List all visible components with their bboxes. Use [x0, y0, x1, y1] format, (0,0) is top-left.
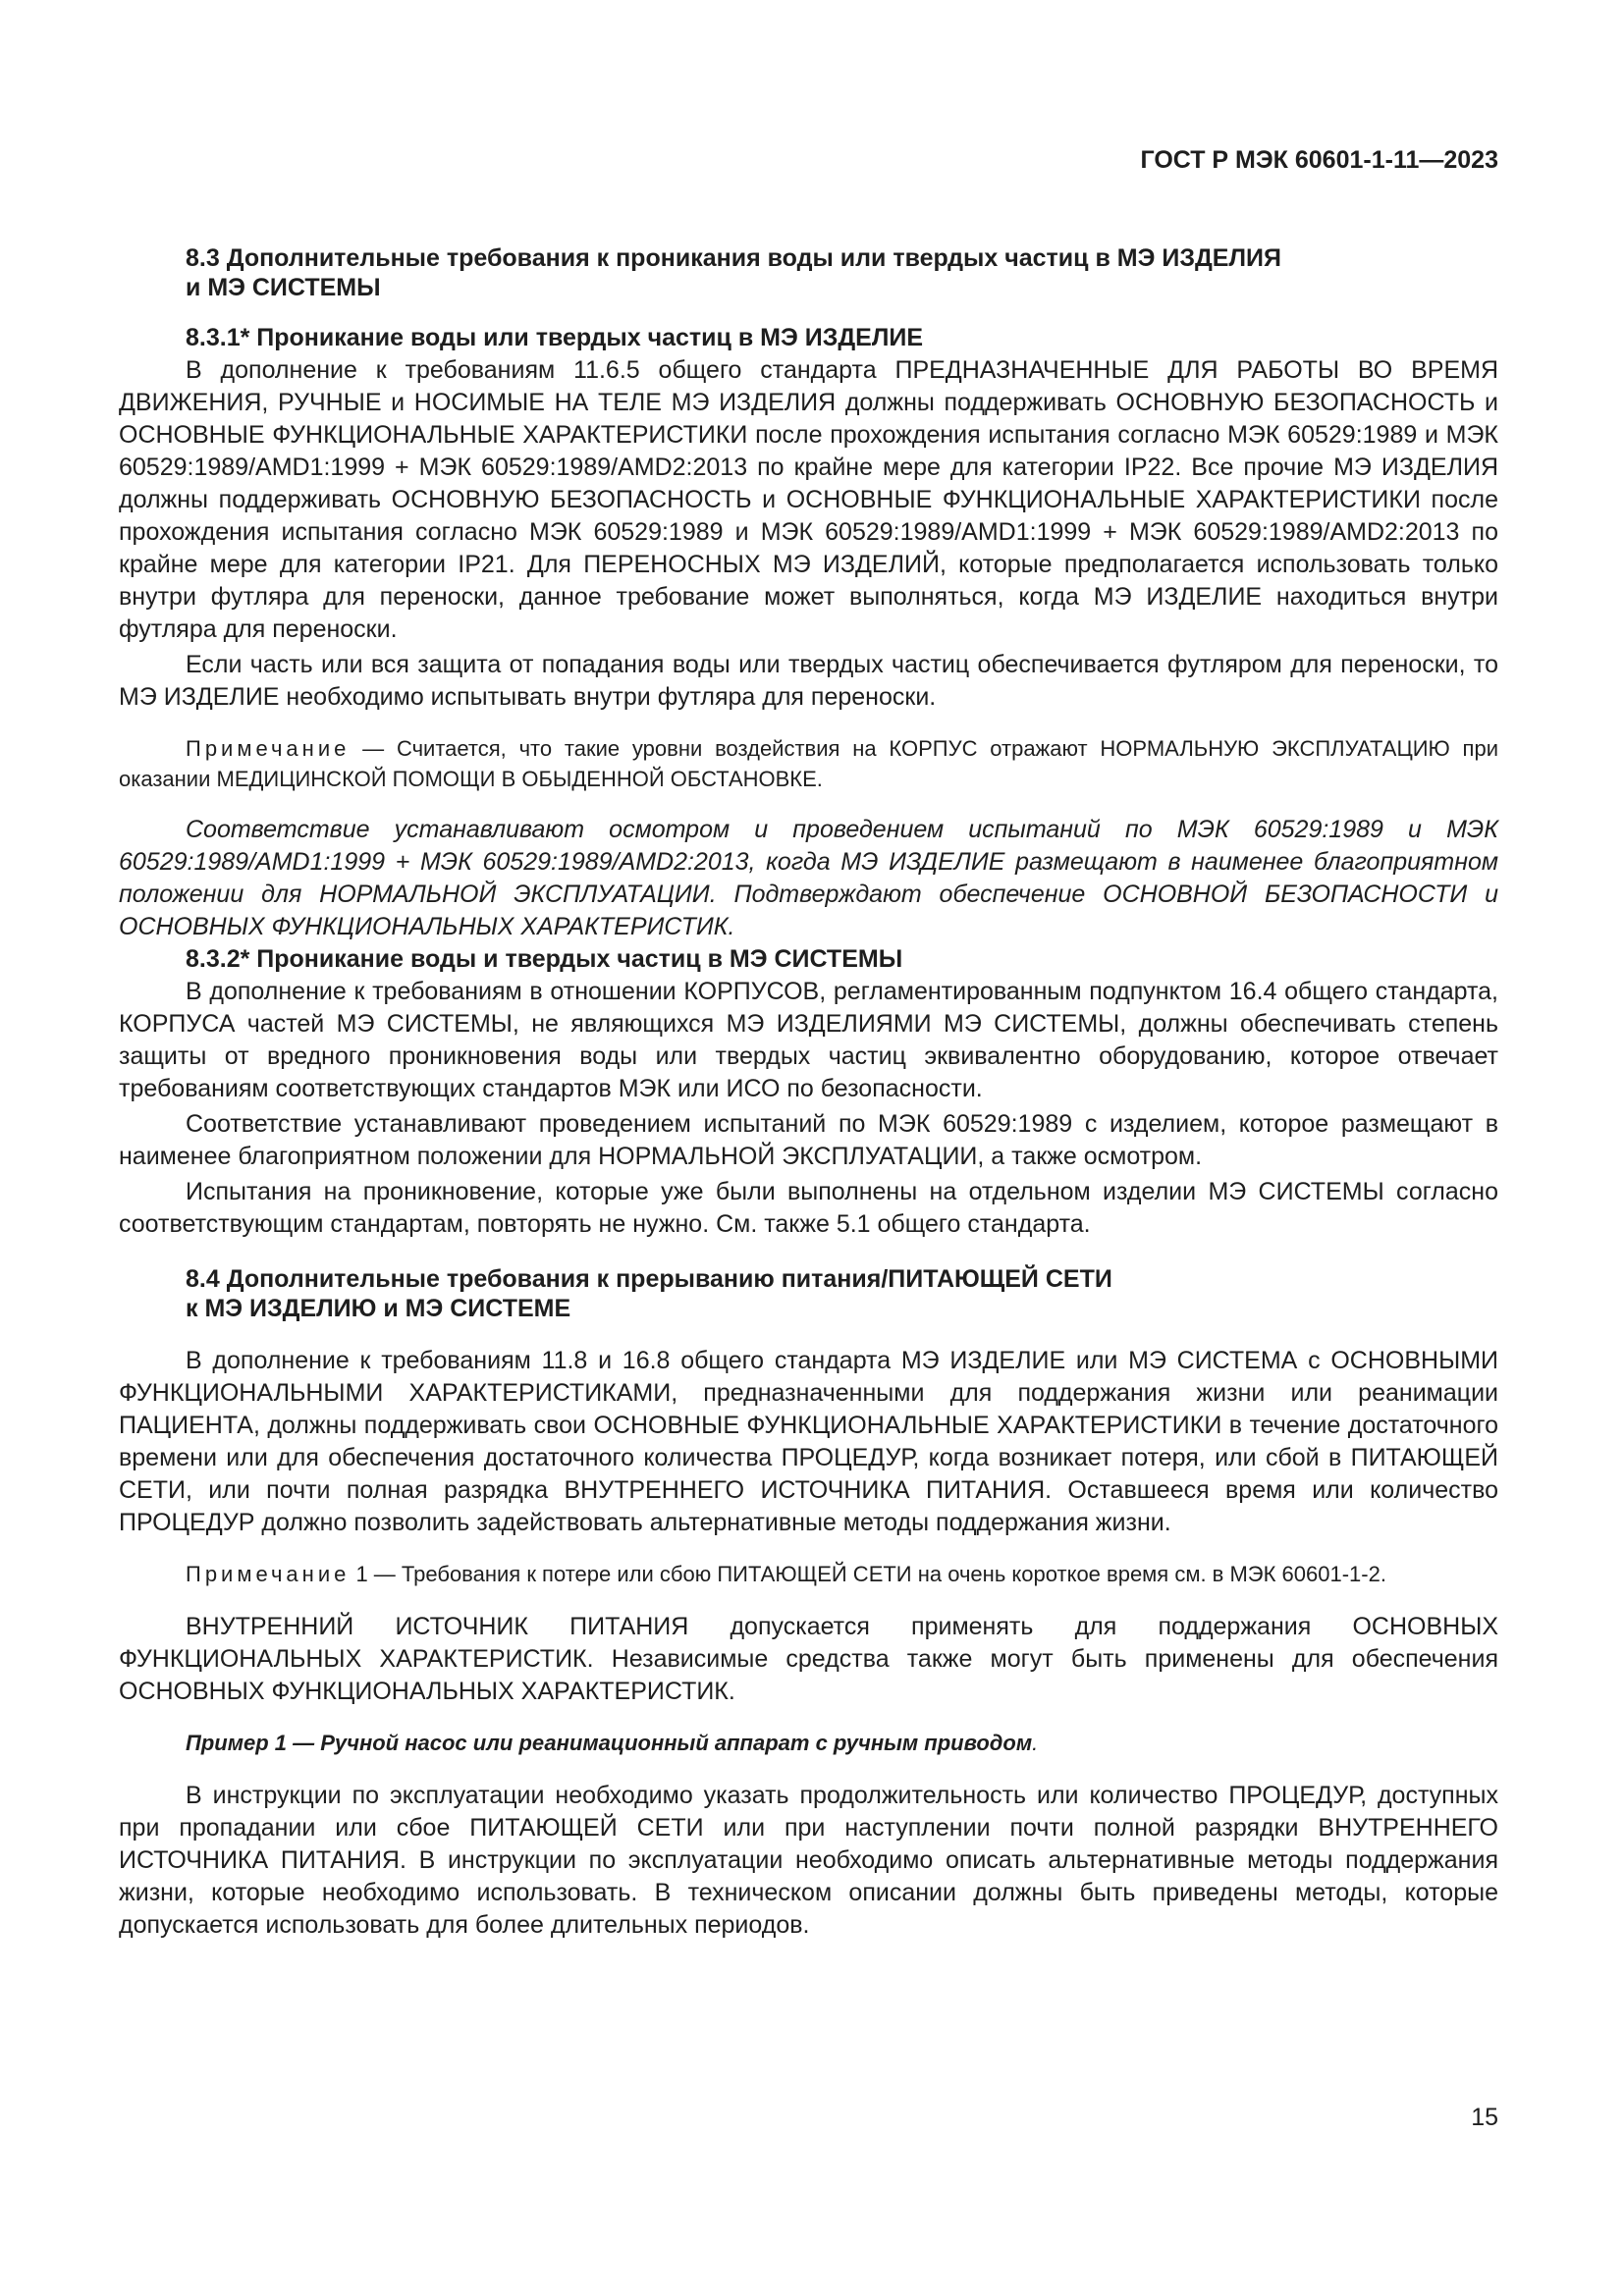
example-tail: . [1032, 1731, 1039, 1755]
section-8-3-2-paragraph-3: Испытания на проникновение, которые уже были выполнены на отдельном изделии МЭ СИСТЕМЫ согласно соответствующим стандартам, повторять не нужно. См. также 5.1 общего стандарта. [119, 1178, 1498, 1238]
section-8-3-1-paragraph-2: Если часть или вся защита от попадания воды или твердых частиц обеспечивается футляром для переноски, то МЭ ИЗДЕЛИЕ необходимо испытывать внутри футляра для переноски. [119, 651, 1498, 711]
note-text: 1 — Требования к потере или сбою ПИТАЮЩЕЙ СЕТИ на очень короткое время см. в МЭК 60601-1-2. [350, 1562, 1386, 1586]
section-8-3-1-note [119, 733, 1498, 794]
example-text: Пример 1 — Ручной насос или реанимационный аппарат с ручным приводом [186, 1731, 1033, 1755]
section-8-4-paragraph-3: В инструкции по эксплуатации необходимо указать продолжительность или количество ПРОЦЕДУР, доступных при пропадании или сбое ПИТАЮЩЕЙ СЕТИ или при наступлении почти полной разрядки ВНУТРЕННЕГО ИСТОЧНИКА ПИТАНИЯ. В инструкции по эксплуатации необходимо описать альтернативные методы поддержания жизни, которые необходимо использовать. В техническом описании должны быть приведены методы, которые допускается использовать для более длительных периодов. [119, 1782, 1498, 1939]
section-8-4-note-1 [119, 1559, 1498, 1589]
section-8-3-1-compliance: Соответствие устанавливают осмотром и проведением испытаний по МЭК 60529:1989 и МЭК 60529:1989/AMD1:1999 + МЭК 60529:1989/AMD2:2013, когда МЭ ИЗДЕЛИЕ размещают в наименее благоприятном положении для НОРМАЛЬНОЙ ЭКСПЛУАТАЦИИ. Подтверждают обеспечение ОСНОВНОЙ БЕЗОПАСНОСТИ и ОСНОВНЫХ ФУНКЦИОНАЛЬНЫХ ХАРАКТЕРИСТИК. [119, 816, 1498, 940]
section-8-3-2-paragraph-1: В дополнение к требованиям в отношении КОРПУСОВ, регламентированным подпунктом 16.4 общего стандарта, КОРПУСА частей МЭ СИСТЕМЫ, не являющихся МЭ ИЗДЕЛИЯМИ МЭ СИСТЕМЫ, должны обеспечивать степень защиты от вредного проникновения воды или твердых частиц эквивалентно оборудованию, которое отвечает требованиям соответствующих стандартов МЭК или ИСО по безопасности. [119, 978, 1498, 1102]
document-code-header: ГОСТ Р МЭК 60601-1-11—2023 [1140, 146, 1498, 174]
note-text: — Считается, что такие уровни воздействия на КОРПУС отражают НОРМАЛЬНУЮ ЭКСПЛУАТАЦИЮ при оказании МЕДИЦИНСКОЙ ПОМОЩИ В ОБЫДЕННОЙ ОБСТАНОВКЕ. [119, 736, 1498, 791]
note-label: Примечание [186, 736, 351, 761]
note-label: Примечание [186, 1562, 351, 1586]
section-8-3-1-paragraph-1: В дополнение к требованиям 11.6.5 общего стандарта ПРЕДНАЗНАЧЕННЫЕ ДЛЯ РАБОТЫ ВО ВРЕМЯ ДВИЖЕНИЯ, РУЧНЫЕ и НОСИМЫЕ НА ТЕЛЕ МЭ ИЗДЕЛИЯ должны поддерживать ОСНОВНУЮ БЕЗОПАСНОСТЬ и ОСНОВНЫЕ ФУНКЦИОНАЛЬНЫЕ ХАРАКТЕРИСТИКИ после прохождения испытания согласно МЭК 60529:1989 и МЭК 60529:1989/AMD1:1999 + МЭК 60529:1989/AMD2:2013 по крайне мере для категории IP22. Все прочие МЭ ИЗДЕЛИЯ должны поддерживать ОСНОВНУЮ БЕЗОПАСНОСТЬ и ОСНОВНЫЕ ФУНКЦИОНАЛЬНЫЕ ХАРАКТЕРИСТИКИ после прохождения испытания согласно МЭК 60529:1989 и МЭК 60529:1989/AMD1:1999 + МЭК 60529:1989/AMD2:2013 по крайне мере для категории IP21. Для ПЕРЕНОСНЫХ МЭ ИЗДЕЛИЙ, которые предполагается использовать только внутри футляра для переноски, данное требование может выполняться, когда МЭ ИЗДЕЛИЕ находиться внутри футляра для переноски. [119, 356, 1498, 643]
section-8-4-title-line-1: 8.4 Дополнительные требования к прерыванию питания/ПИТАЮЩЕЙ СЕТИ [186, 1265, 1112, 1293]
section-8-3-title-line-2: и МЭ СИСТЕМЫ [186, 274, 381, 301]
section-8-3-title [119, 243, 1498, 302]
section-8-4-title-line-2: к МЭ ИЗДЕЛИЮ и МЭ СИСТЕМЕ [186, 1295, 571, 1322]
section-8-3-1-title: 8.3.1* Проникание воды или твердых частиц в МЭ ИЗДЕЛИЕ [186, 324, 924, 351]
section-8-4-paragraph-2: ВНУТРЕННИЙ ИСТОЧНИК ПИТАНИЯ допускается применять для поддержания ОСНОВНЫХ ФУНКЦИОНАЛЬНЫХ ХАРАКТЕРИСТИК. Независимые средства также могут быть применены для обеспечения ОСНОВНЫХ ФУНКЦИОНАЛЬНЫХ ХАРАКТЕРИСТИК. [119, 1613, 1498, 1705]
section-8-3-2-title: 8.3.2* Проникание воды и твердых частиц в МЭ СИСТЕМЫ [186, 945, 903, 973]
section-8-4-paragraph-1: В дополнение к требованиям 11.8 и 16.8 общего стандарта МЭ ИЗДЕЛИЕ или МЭ СИСТЕМА с ОСНОВНЫМИ ФУНКЦИОНАЛЬНЫМИ ХАРАКТЕРИСТИКАМИ, предназначенными для поддержания жизни или реанимации ПАЦИЕНТА, должны поддерживать свои ОСНОВНЫЕ ФУНКЦИОНАЛЬНЫЕ ХАРАКТЕРИСТИКИ в течение достаточного времени или для обеспечения достаточного количества ПРОЦЕДУР, когда возникает потеря, или сбой в ПИТАЮЩЕЙ СЕТИ, или почти полная разрядка ВНУТРЕННЕГО ИСТОЧНИКА ПИТАНИЯ. Оставшееся время или количество ПРОЦЕДУР должно позволить задействовать альтернативные методы поддержания жизни. [119, 1347, 1498, 1536]
section-8-3-title-line-1: 8.3 Дополнительные требования к проникания воды или твердых частиц в МЭ ИЗДЕЛИЯ [186, 244, 1281, 272]
section-8-3-2-paragraph-2: Соответствие устанавливают проведением испытаний по МЭК 60529:1989 с изделием, которое размещают в наименее благоприятном положении для НОРМАЛЬНОЙ ЭКСПЛУАТАЦИИ, а также осмотром. [119, 1110, 1498, 1170]
section-8-4-example-1 [119, 1728, 1498, 1758]
section-8-4-title [119, 1264, 1498, 1323]
page-number: 15 [1471, 2104, 1498, 2131]
